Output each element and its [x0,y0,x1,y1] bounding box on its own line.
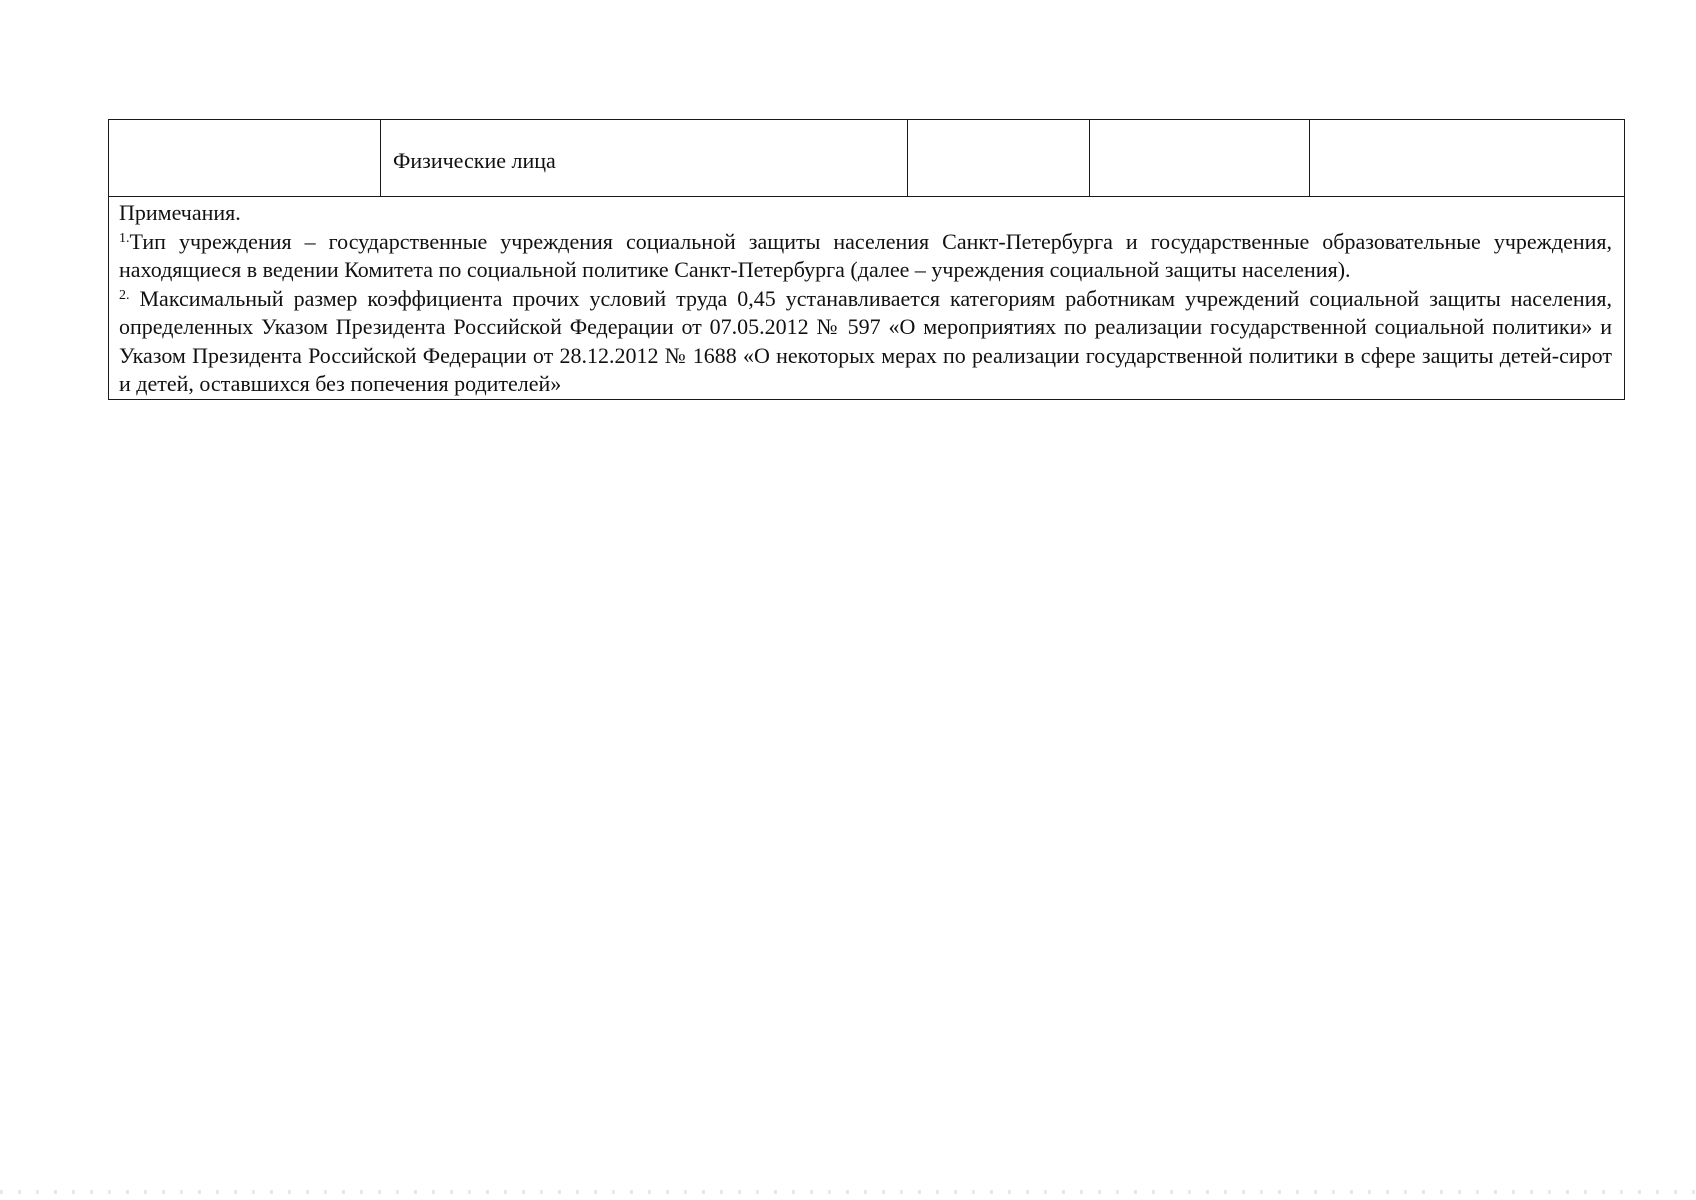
scan-artifact [0,1190,1696,1194]
tariff-table [108,119,1625,400]
table-row [109,120,1625,197]
table-cell-individuals: Физические лица [381,120,908,197]
table-cell-1 [109,120,381,197]
notes-title: Примечания. [119,200,241,225]
note-text: Тип учреждения – государственные учреждения социальной защиты населения Санкт-Петербурга и государственные образовательные учреждения, находящиеся в ведении Комитета по социальной политике Санкт-Петербурга (далее – учреждения социальной защиты населения). [119,228,1612,282]
table-cell-4 [1090,120,1310,197]
table-cell-5 [1310,120,1625,197]
note-marker: 2. [119,287,130,303]
notes-row [109,197,1625,400]
note-marker: 1. [119,230,130,246]
notes-cell [109,197,1625,400]
note-item [119,228,1612,285]
note-text: Максимальный размер коэффициента прочих условий труда 0,45 устанавливается категориям работникам учреждений социальной защиты населения, определенных Указом Президента Российской Федерации от 07.05.2012 № 597 «О мероприятиях по реализации государственной социальной политики» и Указом Президента Российской Федерации от 28.12.2012 № 1688 «О некоторых мерах по реализации государственной политики в сфере защиты детей-сирот и детей, оставшихся без попечения родителей» [119,285,1612,396]
table-cell-3 [908,120,1090,197]
note-item [119,285,1612,399]
